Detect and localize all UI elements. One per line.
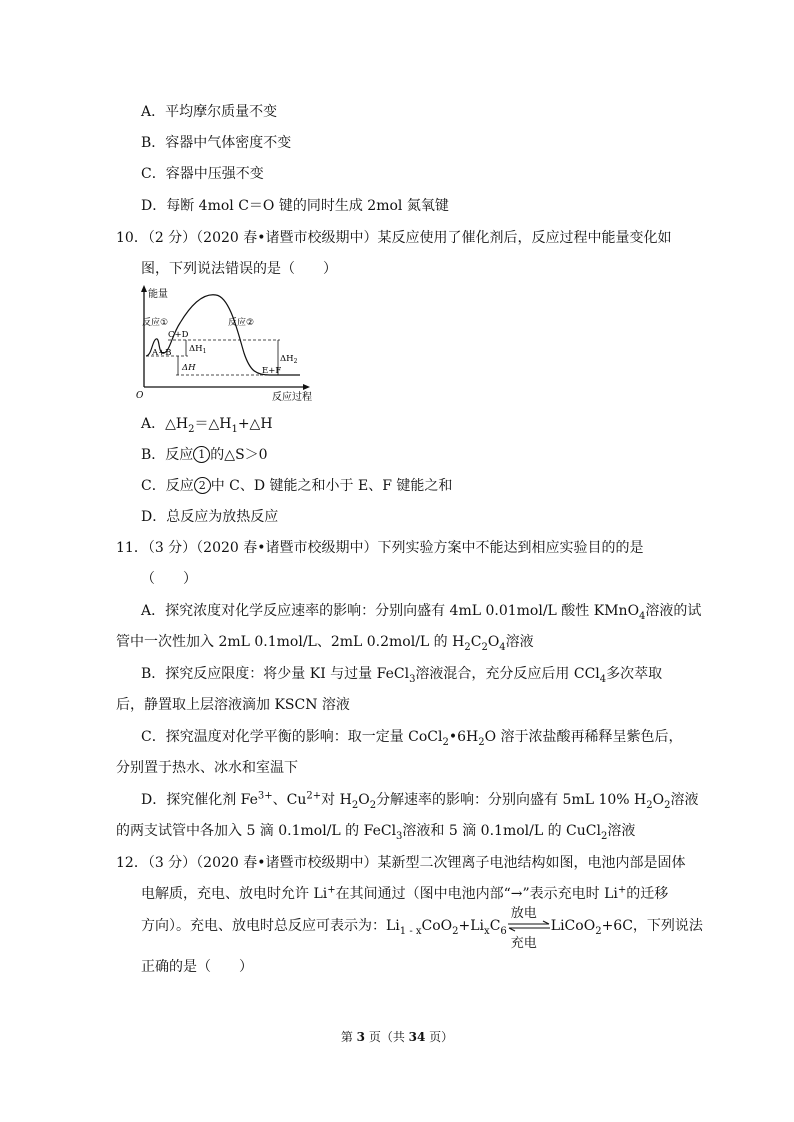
- q11-option-b-line2: 后，静置取上层溶液滴加 KSCN 溶液: [116, 697, 350, 713]
- q11-option-b-line1: B．探究反应限度：将少量 KI 与过量 FeCl$_3$溶液混合，充分反应后用 CCl$_4$多次萃取: [141, 666, 663, 685]
- q11-stem-line1: 11．（3 分）（2020 春•诸暨市校级期中）下列实验方案中不能达到相应实验目的的是: [116, 540, 644, 556]
- label-dh: ΔH: [182, 363, 196, 373]
- label-reaction-1: 反应①: [142, 318, 169, 328]
- q9-option-d: D．每断 4mol C＝O 键的同时生成 2mol 氮氧键: [141, 198, 449, 214]
- q10-option-b: B．反应 1 的△S＞0: [141, 447, 268, 463]
- q9-option-c: C．容器中压强不变: [141, 166, 264, 182]
- label-cd: C+D: [168, 330, 189, 340]
- q11-option-c-line1: C．探究温度对化学平衡的影响：取一定量 $CoCl_2•6H_2O$ 溶于浓盐酸再稀释呈紫色后，: [141, 729, 683, 748]
- label-dh2-sub: 2: [293, 358, 298, 365]
- q10-stem-line2: 图，下列说法错误的是（ ）: [141, 261, 337, 277]
- label-dh2: ΔH: [280, 354, 294, 364]
- circled-number: 2: [194, 477, 211, 494]
- q10-option-d: D．总反应为放热反应: [141, 509, 279, 525]
- label-reaction-2: 反应②: [228, 318, 255, 328]
- q11-option-c-line2: 分别置于热水、冰水和室温下: [116, 760, 298, 776]
- q10-option-a: A．$\triangle H_2=\triangle H_1+\triangle H$: [141, 416, 273, 435]
- label-ab: A+B: [152, 348, 172, 358]
- q11-option-d-line2: 的两支试管中各加入 5 滴 0.1mol/L 的 FeCl$_3$溶液和 5 滴 0.1mol/L 的 CuCl$_2$溶液: [116, 823, 636, 842]
- q11-stem-line2: （ ）: [141, 571, 197, 587]
- q11-option-d-line1: D．探究催化剂 $Fe^{3+}$、$Cu^{2+}$对 $H_2O_2$分解速率的影响：分别向盛有 5mL 10% $H_2O_2$溶液: [141, 790, 699, 811]
- q9-option-a: A．平均摩尔质量不变: [141, 104, 278, 120]
- page-footer: 第 3 页（共 34 页）: [340, 1030, 454, 1044]
- circled-number: 1: [193, 446, 210, 463]
- q12-stem-line4: 正确的是（ ）: [141, 959, 253, 975]
- q10-stem-line1: 10．（2 分）（2020 春•诸暨市校级期中）某反应使用了催化剂后，反应过程中能量变化如: [116, 230, 672, 246]
- svg-text:ΔH1: [189, 344, 206, 355]
- origin-label: O: [136, 391, 144, 401]
- label-dh1: ΔH: [189, 344, 203, 354]
- q11-option-a-line2: 管中一次性加入 2mL 0.1mol/L、2mL 0.2mol/L 的 $H_2C_2O_4$溶液: [116, 634, 534, 653]
- q12-stem-line3: 方向）。充电、放电时总反应可表示为：$Li_{1 - x}CoO_2+Li_xC_6$ 放电 充电 LiCoO$_2$+6C，下列说法: [141, 906, 703, 951]
- q12-stem-line1: 12．（3 分）（2020 春•诸暨市校级期中）某新型二次锂离子电池结构如图，电池内部是固体: [116, 855, 686, 871]
- label-ef: E+F: [262, 366, 282, 376]
- label-dh1-sub: 1: [202, 348, 207, 355]
- energy-diagram: [130, 283, 315, 403]
- reversible-arrow: 放电 充电: [507, 916, 551, 936]
- axis-y-label: 能量: [148, 289, 168, 300]
- axis-x-label: 反应过程: [272, 392, 312, 403]
- q12-stem-line2: 电解质，充电、放电时允许 Li+在其间通过（图中电池内部“→”表示充电时 Li+的迁移: [141, 884, 669, 902]
- q11-option-a-line1: A．探究浓度对化学反应速率的影响：分别向盛有 4mL 0.01mol/L 酸性 KMnO$_4$溶液的试: [141, 603, 702, 622]
- q10-option-c: C．反应 2 中 C、D 键能之和小于 E、F 键能之和: [141, 478, 453, 494]
- q9-option-b: B．容器中气体密度不变: [141, 135, 292, 151]
- svg-text:ΔH2: [280, 354, 298, 365]
